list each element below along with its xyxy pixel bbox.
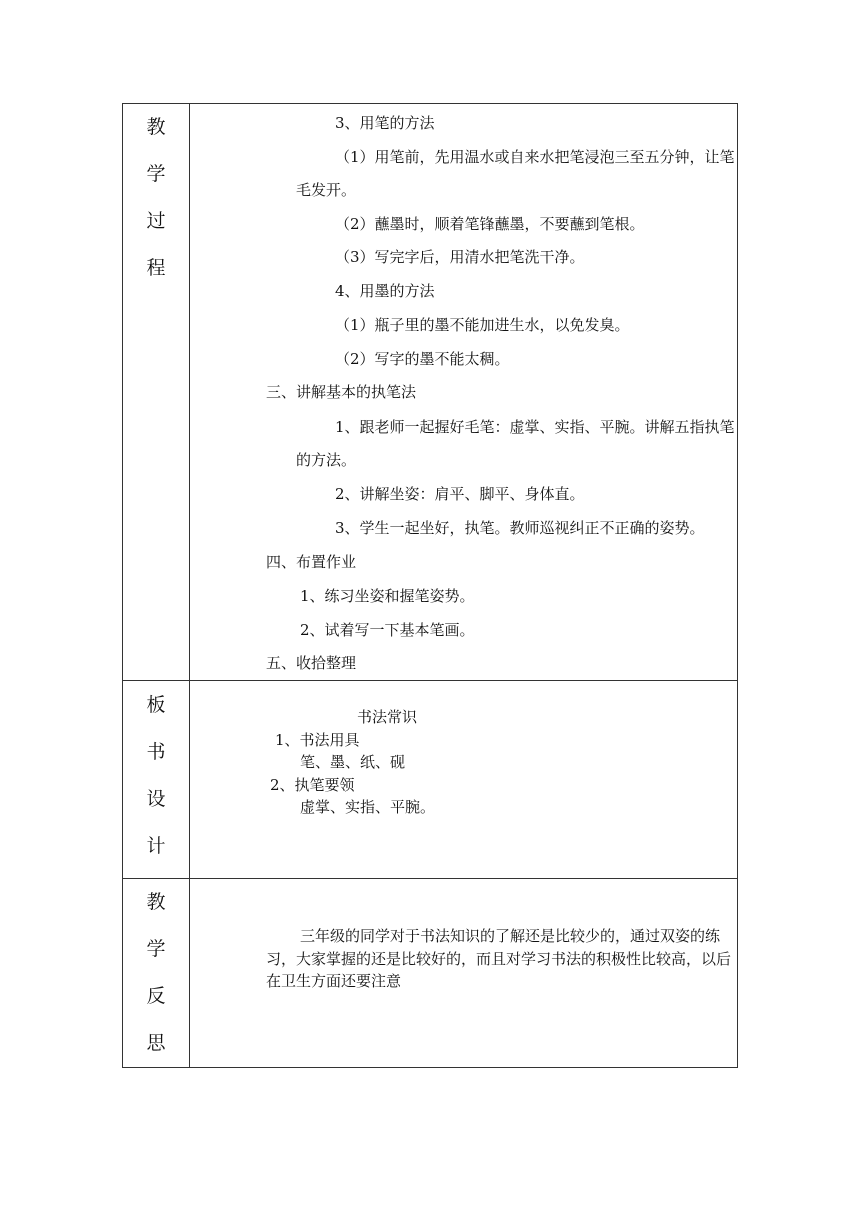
label-char: 计 (146, 835, 166, 857)
board-line: 虚掌、实指、平腕。 (300, 798, 436, 816)
process-line: 1、练习坐姿和握笔姿势。 (300, 587, 475, 605)
board-line: 笔、墨、纸、砚 (300, 753, 406, 771)
process-line: 毛发开。 (296, 181, 357, 199)
board-line: 1、书法用具 (275, 731, 360, 749)
label-char: 学 (146, 938, 166, 960)
process-line: 2、试着写一下基本笔画。 (300, 621, 475, 639)
reflection-content-cell (190, 879, 738, 1068)
process-content-cell (190, 104, 738, 681)
process-line: （2）写字的墨不能太稠。 (335, 350, 510, 368)
process-line: 3、用笔的方法 (335, 114, 435, 132)
label-char: 学 (146, 163, 166, 185)
label-char: 教 (146, 116, 166, 138)
process-heading: 五、收拾整理 (266, 654, 357, 672)
reflection-label-cell (123, 879, 190, 1068)
board-row (123, 681, 738, 879)
board-title: 书法常识 (357, 708, 418, 726)
process-row (123, 104, 738, 681)
label-char: 设 (146, 788, 166, 810)
process-line: （1）用笔前，先用温水或自来水把笔浸泡三至五分钟，让笔 (335, 148, 735, 166)
label-char: 反 (146, 985, 166, 1007)
label-char: 思 (146, 1032, 166, 1054)
board-label-cell (123, 681, 190, 879)
label-char: 板 (146, 694, 166, 716)
reflection-label (123, 879, 189, 1067)
lesson-table (122, 103, 738, 1068)
reflection-line: 习，大家掌握的还是比较好的，而且对学习书法的积极性比较高，以后 (266, 950, 732, 968)
process-heading: 四、布置作业 (266, 553, 357, 571)
process-line: （1）瓶子里的墨不能加进生水，以免发臭。 (335, 316, 630, 334)
process-heading: 三、讲解基本的执笔法 (266, 383, 417, 401)
lesson-plan-table (122, 103, 738, 1057)
process-line: 3、学生一起坐好，执笔。教师巡视纠正不正确的姿势。 (335, 519, 705, 537)
label-char: 程 (146, 257, 166, 279)
process-line: 的方法。 (296, 451, 357, 469)
process-line: 2、讲解坐姿：肩平、脚平、身体直。 (335, 485, 585, 503)
reflection-line: 三年级的同学对于书法知识的了解还是比较少的，通过双姿的练 (300, 927, 721, 945)
process-line: 1、跟老师一起握好毛笔：虚掌、实指、平腕。讲解五指执笔 (335, 418, 735, 436)
process-label-cell (123, 104, 190, 681)
board-label (123, 681, 189, 870)
board-content-cell (190, 681, 738, 879)
process-line: 4、用墨的方法 (335, 282, 435, 300)
board-line: 2、执笔要领 (270, 776, 355, 794)
process-label (123, 104, 189, 292)
reflection-line: 在卫生方面还要注意 (266, 972, 402, 990)
reflection-row (123, 879, 738, 1068)
label-char: 书 (146, 741, 166, 763)
process-line: （3）写完字后，用清水把笔洗干净。 (335, 248, 585, 266)
label-char: 教 (146, 891, 166, 913)
label-char: 过 (146, 210, 166, 232)
process-line: （2）蘸墨时，顺着笔锋蘸墨，不要蘸到笔根。 (335, 215, 645, 233)
